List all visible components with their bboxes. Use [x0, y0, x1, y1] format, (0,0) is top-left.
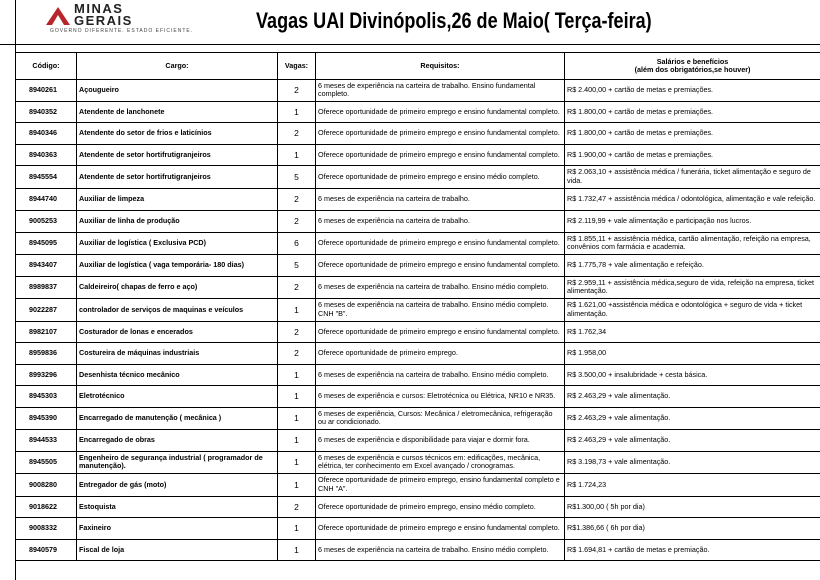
cell-vagas: 1	[278, 539, 316, 561]
cell-vagas: 1	[278, 451, 316, 474]
cell-cargo: Encarregado de manutenção ( mecânica )	[77, 407, 278, 430]
table-row	[16, 321, 820, 343]
cell-requisitos: Oferece oportunidade de primeiro emprego, ensino médio completo.	[316, 496, 565, 518]
cell-requisitos: Oferece oportunidade de primeiro emprego e ensino fundamental completo.	[316, 232, 565, 255]
cell-codigo: 8982107	[16, 321, 77, 343]
cell-requisitos: Oferece oportunidade de primeiro emprego e ensino médio completo.	[316, 166, 565, 189]
cell-salario: R$1.386,66 ( 6h por dia)	[565, 518, 820, 540]
cell-cargo: Engenheiro de segurança industrial ( programador de manutenção).	[77, 451, 278, 474]
header-salarios: Salários e benefícios (além dos obrigatórios,se houver)	[565, 53, 820, 80]
cell-vagas: 6	[278, 232, 316, 255]
table-row	[16, 364, 820, 386]
table-header-row	[16, 53, 820, 80]
cell-cargo: Atendente do setor de frios e laticínios	[77, 123, 278, 145]
cell-vagas: 2	[278, 496, 316, 518]
table-row	[16, 276, 820, 299]
cell-codigo: 9008332	[16, 518, 77, 540]
table-row	[16, 123, 820, 145]
cell-cargo: Costureira de máquinas industriais	[77, 343, 278, 365]
cell-codigo: 8945505	[16, 451, 77, 474]
cell-cargo: Encarregado de obras	[77, 430, 278, 452]
cell-vagas: 1	[278, 386, 316, 408]
cell-vagas: 5	[278, 166, 316, 189]
table-row	[16, 80, 820, 102]
cell-requisitos: Oferece oportunidade de primeiro emprego e ensino fundamental completo.	[316, 144, 565, 166]
table-row	[16, 407, 820, 430]
cell-requisitos: Oferece oportunidade de primeiro emprego e ensino fundamental completo.	[316, 123, 565, 145]
cell-codigo: 9018622	[16, 496, 77, 518]
cell-codigo: 9022287	[16, 299, 77, 322]
cell-codigo: 8959836	[16, 343, 77, 365]
cell-salario: R$ 3.198,73 + vale alimentação.	[565, 451, 820, 474]
cell-vagas: 2	[278, 321, 316, 343]
table-row	[16, 299, 820, 322]
cell-requisitos: 6 meses de experiência e disponibilidade para viajar e dormir fora.	[316, 430, 565, 452]
table-row	[16, 430, 820, 452]
logo-tagline: GOVERNO DIFERENTE. ESTADO EFICIENTE.	[50, 28, 194, 34]
cell-cargo: Atendente de lanchonete	[77, 101, 278, 123]
cell-cargo: Auxiliar de logística ( Exclusiva PCD)	[77, 232, 278, 255]
cell-salario: R$ 2.463,29 + vale alimentação.	[565, 386, 820, 408]
cell-salario: R$ 1.724,23	[565, 474, 820, 497]
cell-codigo: 8940346	[16, 123, 77, 145]
cell-vagas: 1	[278, 364, 316, 386]
cell-requisitos: 6 meses de experiência e cursos técnicos em: edificações, mecânica, elétrica, ter conhecimento em Excel avançado / cronogramas.	[316, 451, 565, 474]
cell-codigo: 9005253	[16, 211, 77, 233]
cell-salario: R$ 1.732,47 + assistência médica / odontológica, alimentação e vale refeição.	[565, 188, 820, 211]
cell-vagas: 1	[278, 101, 316, 123]
header-requisitos: Requisitos:	[316, 53, 565, 80]
header-vagas: Vagas:	[278, 53, 316, 80]
cell-codigo: 8940579	[16, 539, 77, 561]
cell-vagas: 2	[278, 343, 316, 365]
cell-codigo: 8944533	[16, 430, 77, 452]
cell-cargo: Eletrotécnico	[77, 386, 278, 408]
cell-requisitos: Oferece oportunidade de primeiro emprego e ensino fundamental completo.	[316, 518, 565, 540]
table-row	[16, 232, 820, 255]
cell-cargo: Atendente de setor hortifrutigranjeiros	[77, 166, 278, 189]
cell-cargo: Desenhista técnico mecânico	[77, 364, 278, 386]
table-row	[16, 255, 820, 277]
cell-vagas: 1	[278, 407, 316, 430]
cell-salario: R$ 2.959,11 + assistência médica,seguro de vida, refeição na empresa, ticket alimentação.	[565, 276, 820, 299]
cell-cargo: Faxineiro	[77, 518, 278, 540]
cell-salario: R$ 1.855,11 + assistência médica, cartão alimentação, refeição na empresa, convênios com farmácia e academia.	[565, 232, 820, 255]
cell-salario: R$ 1.800,00 + cartão de metas e premiações.	[565, 123, 820, 145]
cell-salario: R$ 1.800,00 + cartão de metas e premiações.	[565, 101, 820, 123]
cell-codigo: 8943407	[16, 255, 77, 277]
header-codigo: Código:	[16, 53, 77, 80]
cell-cargo: Entregador de gás (moto)	[77, 474, 278, 497]
cell-vagas: 2	[278, 123, 316, 145]
cell-requisitos: 6 meses de experiência na carteira de trabalho.	[316, 188, 565, 211]
cell-vagas: 2	[278, 80, 316, 102]
cell-salario: R$ 2.463,29 + vale alimentação.	[565, 430, 820, 452]
table-row	[16, 451, 820, 474]
table-row	[16, 188, 820, 211]
cell-requisitos: 6 meses de experiência na carteira de trabalho. Ensino médio completo.	[316, 364, 565, 386]
cell-salario: R$ 1.621,00 +assistência médica e odontológica + seguro de vida + ticket alimentação.	[565, 299, 820, 322]
table-row	[16, 386, 820, 408]
header-cargo: Cargo:	[77, 53, 278, 80]
table-row	[16, 343, 820, 365]
cell-requisitos: Oferece oportunidade de primeiro emprego e ensino fundamental completo.	[316, 321, 565, 343]
cell-requisitos: Oferece oportunidade de primeiro emprego, ensino fundamental completo e CNH "A".	[316, 474, 565, 497]
cell-codigo: 8993296	[16, 364, 77, 386]
cell-requisitos: 6 meses de experiência na carteira de trabalho.	[316, 211, 565, 233]
cell-salario: R$ 1.775,78 + vale alimentação e refeição.	[565, 255, 820, 277]
cell-codigo: 8944740	[16, 188, 77, 211]
cell-requisitos: 6 meses de experiência e cursos: Eletrotécnica ou Elétrica, NR10 e NR35.	[316, 386, 565, 408]
cell-codigo: 8945303	[16, 386, 77, 408]
cell-salario: R$ 2.063,10 + assistência médica / funerária, ticket alimentação e seguro de vida.	[565, 166, 820, 189]
cell-salario: R$ 3.500,00 + insalubridade + cesta básica.	[565, 364, 820, 386]
cell-vagas: 5	[278, 255, 316, 277]
cell-cargo: Estoquista	[77, 496, 278, 518]
cell-requisitos: Oferece oportunidade de primeiro emprego e ensino fundamental completo.	[316, 255, 565, 277]
cell-salario: R$1.300,00 ( 5h por dia)	[565, 496, 820, 518]
cell-cargo: Auxiliar de logística ( vaga temporária- 180 dias)	[77, 255, 278, 277]
cell-salario: R$ 1.900,00 + cartão de metas e premiações.	[565, 144, 820, 166]
cell-salario: R$ 2.119,99 + vale alimentação e participação nos lucros.	[565, 211, 820, 233]
cell-codigo: 9008280	[16, 474, 77, 497]
cell-codigo: 8945390	[16, 407, 77, 430]
table-row	[16, 144, 820, 166]
cell-cargo: Caldeireiro( chapas de ferro e aço)	[77, 276, 278, 299]
table-row	[16, 496, 820, 518]
cell-codigo: 8989837	[16, 276, 77, 299]
table-row	[16, 101, 820, 123]
cell-codigo: 8945554	[16, 166, 77, 189]
cell-codigo: 8945095	[16, 232, 77, 255]
cell-cargo: Auxiliar de linha de produção	[77, 211, 278, 233]
table-row	[16, 474, 820, 497]
cell-requisitos: 6 meses de experiência na carteira de trabalho. Ensino médio completo.	[316, 539, 565, 561]
table-row	[16, 518, 820, 540]
cell-requisitos: Oferece oportunidade de primeiro emprego e ensino fundamental completo.	[316, 101, 565, 123]
logo-mark-icon	[46, 5, 70, 25]
vacancies-table	[15, 52, 820, 561]
cell-salario: R$ 1.762,34	[565, 321, 820, 343]
cell-codigo: 8940352	[16, 101, 77, 123]
page-title: Vagas UAI Divinópolis,26 de Maio( Terça-feira)	[256, 8, 652, 33]
cell-vagas: 2	[278, 211, 316, 233]
table-row	[16, 539, 820, 561]
logo-wordmark: MINAS GERAIS	[74, 1, 133, 28]
cell-vagas: 1	[278, 299, 316, 322]
cell-requisitos: 6 meses de experiência na carteira de trabalho. Ensino médio completo.	[316, 276, 565, 299]
cell-cargo: Açougueiro	[77, 80, 278, 102]
cell-salario: R$ 2.400,00 + cartão de metas e premiações.	[565, 80, 820, 102]
cell-vagas: 1	[278, 474, 316, 497]
minas-gerais-logo	[46, 1, 194, 37]
cell-requisitos: 6 meses de experiência, Cursos: Mecânica / eletromecânica, refrigeração ou ar condicionado.	[316, 407, 565, 430]
cell-requisitos: 6 meses de experiência na carteira de trabalho. Ensino médio completo. CNH "B".	[316, 299, 565, 322]
cell-vagas: 1	[278, 518, 316, 540]
cell-codigo: 8940261	[16, 80, 77, 102]
table-row	[16, 211, 820, 233]
cell-vagas: 2	[278, 188, 316, 211]
cell-requisitos: 6 meses de experiência na carteira de trabalho. Ensino fundamental completo.	[316, 80, 565, 102]
cell-cargo: Fiscal de loja	[77, 539, 278, 561]
cell-cargo: Atendente de setor hortifrutigranjeiros	[77, 144, 278, 166]
cell-vagas: 1	[278, 430, 316, 452]
cell-cargo: Costurador de lonas e encerados	[77, 321, 278, 343]
cell-vagas: 2	[278, 276, 316, 299]
cell-codigo: 8940363	[16, 144, 77, 166]
cell-salario: R$ 1.694,81 + cartão de metas e premiação.	[565, 539, 820, 561]
cell-salario: R$ 2.463,29 + vale alimentação.	[565, 407, 820, 430]
cell-cargo: controlador de serviços de maquinas e veículos	[77, 299, 278, 322]
cell-salario: R$ 1.958,00	[565, 343, 820, 365]
cell-requisitos: Oferece oportunidade de primeiro emprego.	[316, 343, 565, 365]
table-row	[16, 166, 820, 189]
header	[0, 0, 820, 45]
cell-vagas: 1	[278, 144, 316, 166]
cell-cargo: Auxiliar de limpeza	[77, 188, 278, 211]
